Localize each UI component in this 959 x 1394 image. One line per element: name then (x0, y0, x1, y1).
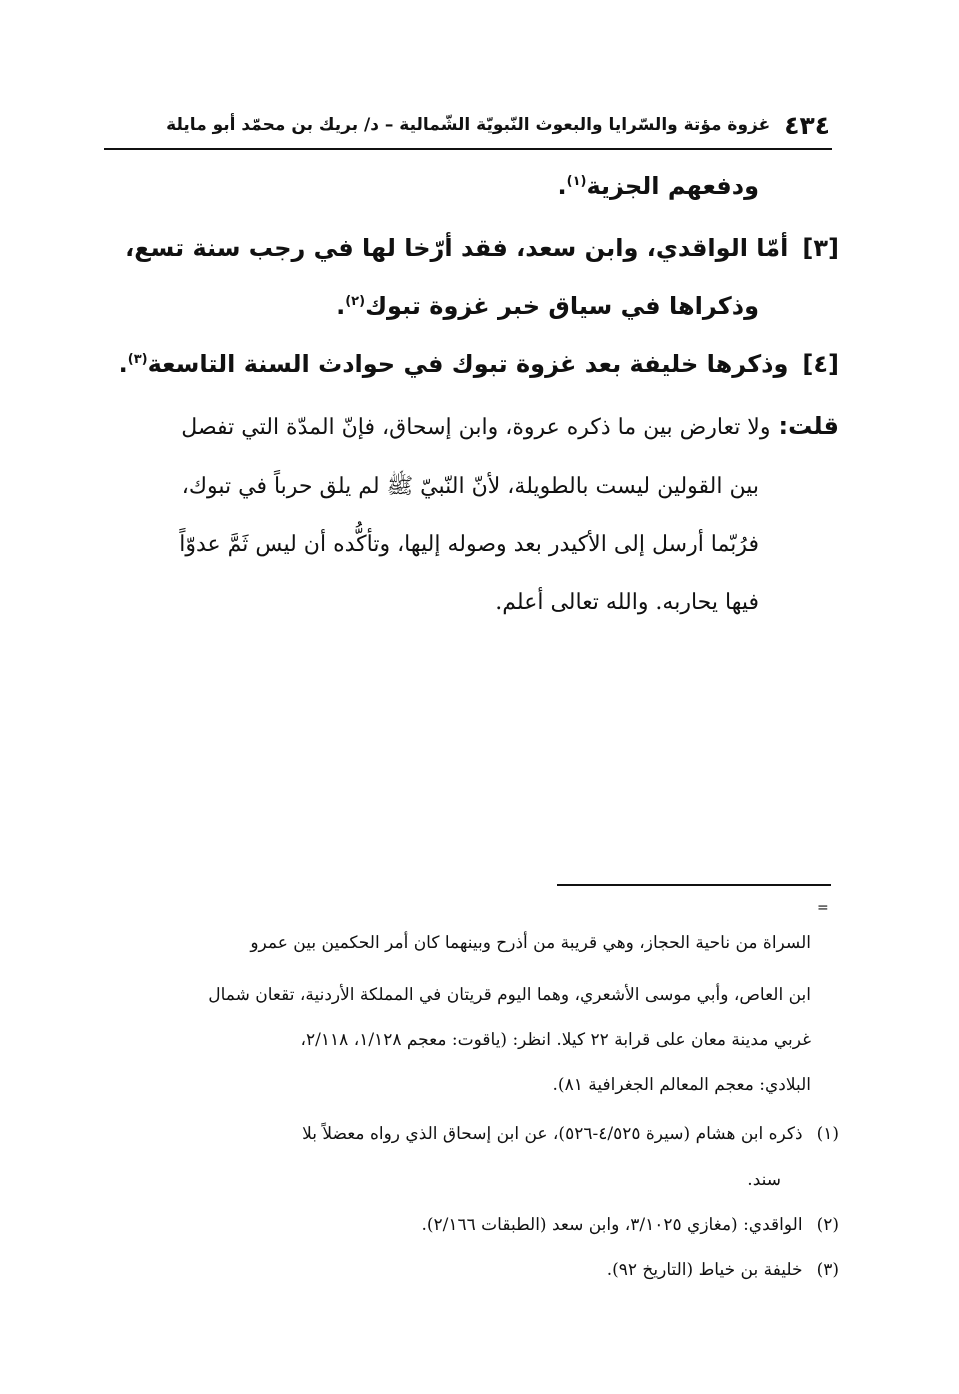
footnote-1-text: ذكره ابن هشام (سيرة ٤/٥٢٥-٥٢٦)، عن ابن إسحاق الذي رواه معضلاً بلا (302, 1124, 803, 1144)
item-4-line: [٤]وذكرها خليفة بعد غزوة تبوك في حوادث السنة التاسعة$^{(٣)}$. (118, 350, 839, 378)
footnote-1-line-2: سند. (747, 1170, 781, 1190)
body-line-1-text: ودفعهم الجزية (586, 172, 759, 200)
footnote-2 (421, 1215, 839, 1235)
body-line-1: ودفعهم الجزية$^{(١)}$. (557, 172, 759, 200)
footnote-2-text: الواقدي: (مغازي ٣/١٠٢٥، وابن سعد (الطبقات ٢/١٦٦). (421, 1215, 803, 1235)
item-3-text-1: أمّا الواقدي، وابن سعد، فقد أرّخا لها في رجب سنة تسع، (125, 234, 789, 262)
qult-line-1 (181, 412, 839, 440)
footnote-ref-1: (١) (566, 174, 587, 189)
qult-label: قلت: (778, 412, 839, 440)
header-rule (104, 148, 832, 150)
item-4-text: وذكرها خليفة بعد غزوة تبوك في حوادث السنة التاسعة (147, 350, 789, 378)
fn-cont-line-4: البلادي: معجم المعالم الجغرافية ٨١). (552, 1075, 811, 1095)
item-3-line-2: وذكراها في سياق خبر غزوة تبوك$^{(٢)}$. (336, 292, 759, 320)
qult-line-3: فرُبّما أرسل إلى الأكيدر بعد وصوله إليها، وتأكُّده أن ليس ثَمَّ عدوّاً (179, 532, 759, 557)
footnote-2-label: (٢) (816, 1215, 839, 1235)
footnote-3-label: (٣) (816, 1260, 839, 1280)
qult-text-1: ولا تعارض بين ما ذكره عروة، وابن إسحاق، فإنّ المدّة التي تفصل (181, 415, 771, 440)
fn-cont-line-3: غربي مدينة معان على قرابة ٢٢ كيلا. انظر: (ياقوت: معجم ١/١٢٨، ٢/١١٨، (300, 1030, 811, 1050)
qult-line-2: بين القولين ليست بالطويلة، لأنّ النّبيّ ﷺ لم يلق حرباً في تبوك، (181, 474, 759, 499)
footnote-3 (607, 1260, 839, 1280)
running-header (166, 108, 830, 142)
item-4-label: [٤] (802, 350, 839, 378)
item-3-text-2: وذكراها في سياق خبر غزوة تبوك (365, 292, 759, 320)
fn-cont-line-1: السراة من ناحية الحجاز، وهي قريبة من أذرح وبينهما كان أمر الحكمين بين عمرو (250, 933, 811, 953)
item-3-label: [٣] (802, 234, 839, 262)
fn-cont-line-2: ابن العاص، وأبي موسى الأشعري، وهما اليوم قريتان في المملكة الأردنية، تقعان شمال (208, 985, 811, 1005)
footnote-separator (557, 884, 831, 886)
footnote-3-text: خليفة بن خياط (التاريخ ٩٢). (606, 1260, 803, 1280)
continuation-mark: = (817, 900, 829, 916)
footnote-1-label: (١) (816, 1124, 839, 1144)
qult-line-4: فيها يحاربه. والله تعالى أعلم. (495, 590, 759, 615)
footnote-1-line-1 (302, 1124, 839, 1144)
footnote-ref-2: (٢) (345, 294, 366, 309)
header-title: غزوة مؤتة والسّرايا والبعوث النّبويّة الشّمالية – د/ بريك بن محمّد أبو مايلة (166, 115, 771, 135)
item-3-line-1 (125, 234, 839, 262)
page-number: ٤٣٤ (784, 110, 830, 140)
footnote-ref-3: (٣) (127, 352, 148, 367)
